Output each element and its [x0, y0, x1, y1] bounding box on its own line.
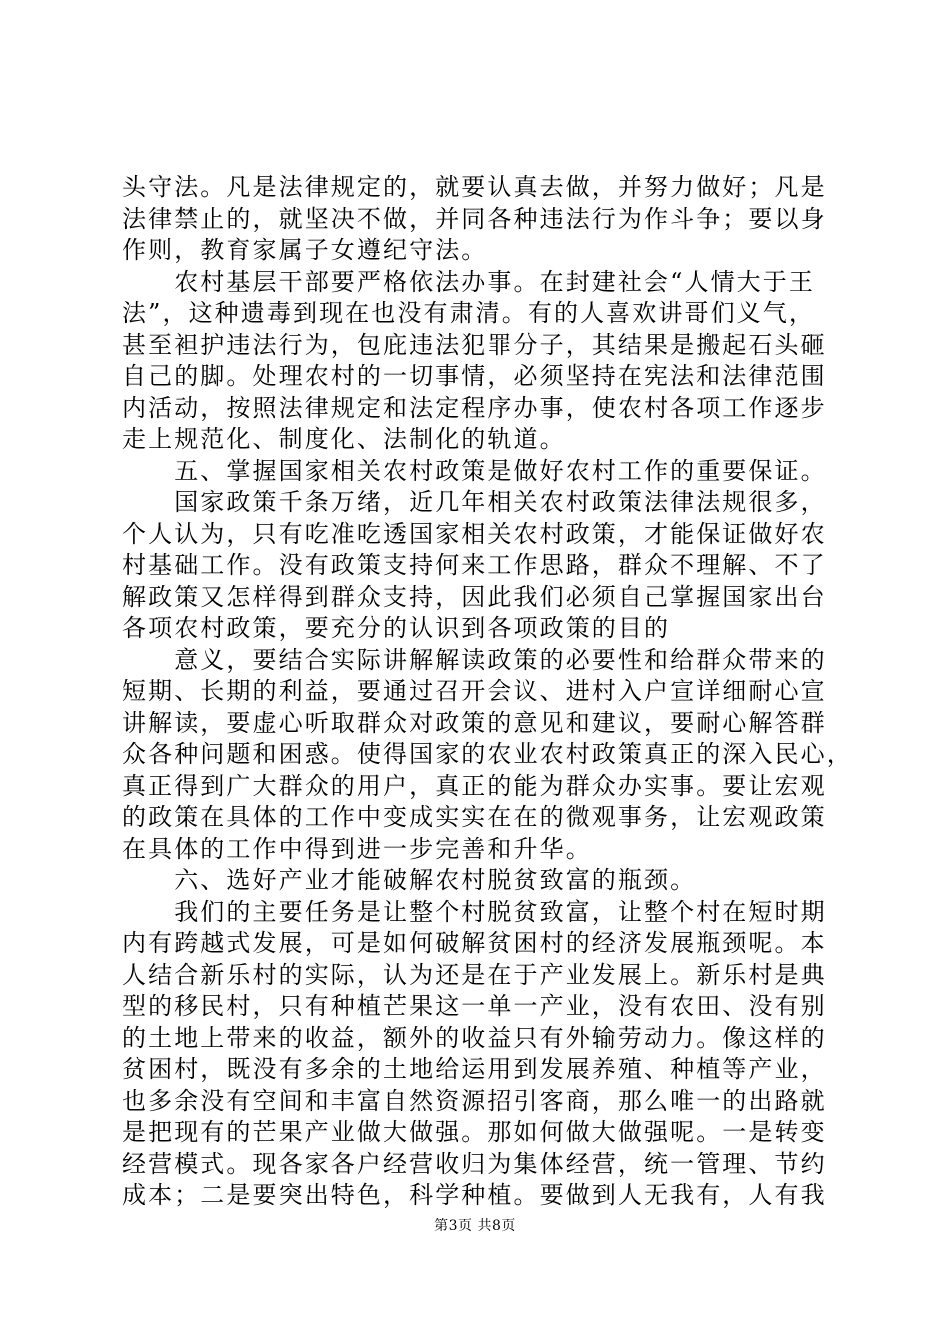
text-line: 我们的主要任务是让整个村脱贫致富，让整个村在短时期 [122, 897, 827, 926]
text-line: 各项农村政策，要充分的认识到各项政策的目的 [122, 614, 671, 642]
text-line: 真正得到广大群众的用户，真正的能为群众办实事。要让宏观 [122, 771, 827, 800]
text-line: 人结合新乐村的实际，认为还是在于产业发展上。新乐村是典 [122, 960, 827, 989]
text-line: 内有跨越式发展，可是如何破解贫困村的经济发展瓶颈呢。本 [122, 929, 827, 957]
text-line: 农村基层干部要严格依法办事。在封建社会“人情大于王 [122, 267, 815, 296]
text-line: 法”，这种遗毒到现在也没有肃清。有的人喜欢讲哥们义气， [122, 299, 815, 327]
text-line: 的土地上带来的收益，额外的收益只有外输劳动力。像这样的 [122, 1023, 827, 1052]
text-line: 解政策又怎样得到群众支持，因此我们必须自己掌握国家出台 [122, 582, 827, 611]
text-line: 国家政策千条万绪，近几年相关农村政策法律法规很多， [122, 488, 827, 516]
text-line: 也多余没有空间和丰富自然资源招引客商，那么唯一的出路就 [122, 1086, 827, 1115]
text-line: 在具体的工作中得到进一步完善和升华。 [122, 834, 592, 863]
text-line: 个人认为，只有吃准吃透国家相关农村政策，才能保证做好农 [122, 519, 827, 548]
text-line: 走上规范化、制度化、法制化的轨道。 [122, 425, 566, 453]
text-line: 意义，要结合实际讲解解读政策的必要性和给群众带来的 [122, 645, 827, 674]
text-line: 讲解读，要虚心听取群众对政策的意见和建议，要耐心解答群 [122, 708, 827, 737]
text-line: 型的移民村，只有种植芒果这一单一产业，没有农田、没有别 [122, 992, 827, 1020]
section-heading: 六、选好产业才能破解农村脱贫致富的瓶颈。 [122, 866, 697, 894]
text-line: 短期、长期的利益，要通过召开会议、进村入户宣详细耐心宣 [122, 677, 827, 705]
text-line: 头守法。凡是法律规定的，就要认真去做，并努力做好；凡是 [122, 173, 827, 201]
text-line: 的政策在具体的工作中变成实实在在的微观事务，让宏观政策 [122, 803, 827, 831]
text-line: 自己的脚。处理农村的一切事情，必须坚持在宪法和法律范围 [122, 362, 827, 390]
text-line: 作则，教育家属子女遵纪守法。 [122, 236, 488, 264]
page-number-footer: 第3页 共8页 [434, 1218, 516, 1234]
text-line: 村基础工作。没有政策支持何来工作思路，群众不理解、不了 [122, 551, 827, 579]
text-line: 众各种问题和困惑。使得国家的农业农村政策真正的深入民心， [122, 740, 853, 768]
text-line: 法律禁止的，就坚决不做，并同各种违法行为作斗争；要以身 [122, 204, 827, 233]
text-line: 内活动，按照法律规定和法定程序办事，使农村各项工作逐步 [122, 393, 827, 422]
text-line: 甚至袒护违法行为，包庇违法犯罪分子，其结果是搬起石头砸 [122, 330, 827, 359]
text-line: 贫困村，既没有多余的土地给运用到发展养殖、种植等产业， [122, 1055, 827, 1083]
text-line: 经营模式。现各家各户经营收归为集体经营，统一管理、节约 [122, 1149, 827, 1178]
text-line: 成本；二是要突出特色，科学种植。要做到人无我有，人有我 [122, 1181, 827, 1209]
text-line: 是把现有的芒果产业做大做强。那如何做大做强呢。一是转变 [122, 1118, 827, 1146]
body-text [122, 172, 853, 1212]
section-heading: 五、掌握国家相关农村政策是做好农村工作的重要保证。 [122, 456, 827, 485]
